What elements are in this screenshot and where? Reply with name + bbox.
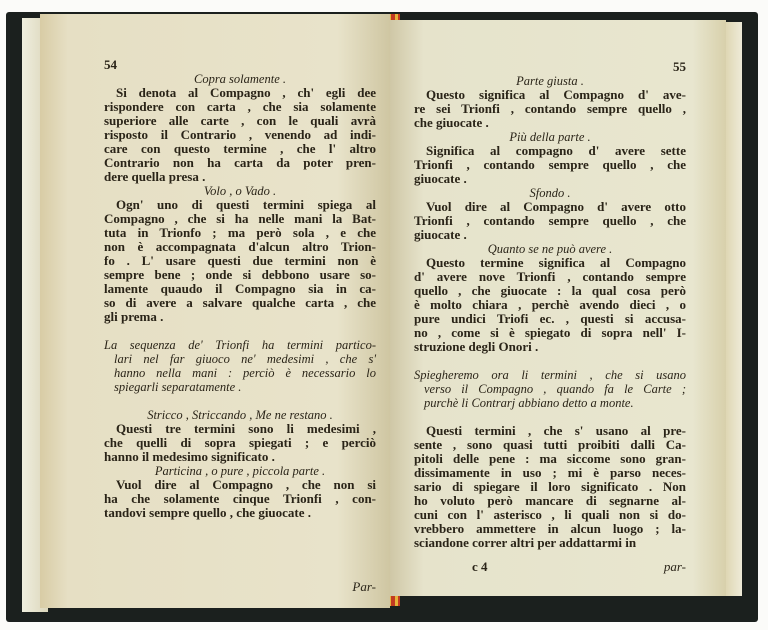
text-line: spiegarli separatamente . [114,380,242,394]
text-line: vrebbero ammettere in alcun luogo ; la- [414,521,686,536]
paragraph [104,86,376,184]
text-line: sente , sono quasi tutti proibiti dalli Ca- [414,437,686,452]
section-heading: Quanto se ne può avere . [487,242,613,256]
text-line: Trionfi , contando sempre quello , che [414,157,686,172]
text-line: rispondere con carta , che sia solamente [104,99,376,114]
section-heading: Più della parte . [509,130,591,144]
paragraph [414,256,686,354]
left-text-column [104,58,376,594]
section-heading: Parte giusta . [516,74,584,88]
text-line: fo . L' usare questi due termini non è [104,253,376,268]
section-heading: Stricco , Striccando , Me ne restano . [147,408,333,422]
text-line: superiore alle carte , con le quali avrà [104,113,376,128]
text-line: re sei Trionfi , contando sempre quello , [414,101,686,116]
text-line: purchè li Contrarj abbiano detto a monte. [424,396,634,410]
text-line: struzione degli Onori . [414,339,539,354]
text-line: non è accompagnata d'alcun altro Trion- [104,239,376,254]
signature-mark: c 4 [472,559,488,574]
text-line: La sequenza de' Trionfi ha termini partico- [104,338,376,352]
text-line: giuocate . [414,227,467,242]
text-line: hanno nella mani : perciò è necessario lo [114,366,376,380]
text-line: verso il Compagno , quando fa le Carte ; [424,382,686,396]
page-number: 55 [673,59,686,74]
spacer [104,324,376,338]
text-line: d' avere nove Trionfi , contando sempre [414,269,686,284]
section-heading: Particina , o pure , piccola parte . [154,464,326,478]
text-line: quello , che giuocate : la qual cosa però [414,283,686,298]
section-heading: Sfondo . [529,186,571,200]
text-line: ho voluto però mancare di segnarne al- [414,493,686,508]
text-line: no , come si è spiegato di sopra nell' I- [414,325,686,340]
text-line: Ogn' uno di questi termini spiega al [116,197,376,212]
text-line: dere quella presa . [104,169,206,184]
text-line: so di avere a salvare qualche carta , che [104,295,376,310]
text-line: è molto chiara , perchè avendo dieci , o [414,297,686,312]
spacer [414,354,686,368]
text-line: lari nel far giuoco ne' medesimi , che s' [114,352,376,366]
text-line: dissimamente in uso ; mi è parso neces- [414,465,686,480]
page-number: 54 [104,57,117,72]
paragraph [414,424,686,550]
text-line: pitoli delle pene : ma siccome sono gran- [414,451,686,466]
left-page [40,14,390,608]
text-line: Trionfi , contando sempre quello , che [414,213,686,228]
left-page-body [104,72,376,520]
text-line: Questo termine significa al Compagno [426,255,686,270]
page-footer [414,560,686,574]
text-line: Questi tre termini sono li medesimi , [116,421,376,436]
right-text-column [414,60,686,574]
catchword: par- [663,559,686,574]
section-heading: Copra solamente . [193,72,286,86]
text-line: Spiegheremo ora li termini , che si usano [414,368,686,382]
section-heading: Volo , o Vado . [203,184,277,198]
paragraph [414,200,686,242]
text-line: care con questo termine , che l' altro [104,141,376,156]
text-line: hanno il medesimo significato . [104,449,275,464]
text-line: tuta in Trionfo ; ma però sola , e che [104,225,376,240]
text-line: giuocate . [414,171,467,186]
text-line: gli prema . [104,309,164,324]
text-line: pure undici Triofi ec. , questi si accusa- [414,311,686,326]
italic-note [104,338,376,394]
text-line: che quelli di sopra spiegati ; e perciò [104,435,376,450]
right-page [390,20,726,596]
text-line: cuni con l' asterisco , li quali non si do- [414,507,686,522]
text-line: Vuol dire al Compagno d' avere otto [426,199,686,214]
text-line: sempre bene ; onde si debbono usare so- [104,267,376,282]
catchword: Par- [352,579,376,594]
text-line: Questo significa al Compagno d' ave- [426,87,686,102]
text-line: Compagno , che si ha nelle mani la Bat- [104,211,376,226]
text-line: sciandone correr altri per addattarmi in [414,535,637,550]
text-line: sario di spiegare il loro significato . Non [414,479,686,494]
spacer [414,410,686,424]
page-footer [104,580,376,594]
paragraph [414,144,686,186]
text-line: tandovi sempre quello , che giuocate . [104,505,312,520]
right-page-body [414,74,686,550]
paragraph [104,422,376,464]
italic-note [414,368,686,410]
text-line: ha che solamente cinque Trionfi , con- [104,491,376,506]
text-line: Contrario non ha carta da poter pren- [104,155,376,170]
text-line: che giuocate . [414,115,489,130]
paragraph [104,198,376,324]
text-line: risposto il Contrario , venendo ad indi- [104,127,376,142]
spacer [104,394,376,408]
text-line: Si denota al Compagno , ch' egli dee [116,85,376,100]
text-line: lamente quaudo il Compagno sia in ca- [104,281,376,296]
paragraph [104,478,376,520]
text-line: Significa al compagno d' avere sette [426,143,686,158]
paragraph [414,88,686,130]
text-line: Vuol dire al Compagno , che non si [116,477,376,492]
text-line: Questi termini , che s' usano al pre- [426,423,686,438]
